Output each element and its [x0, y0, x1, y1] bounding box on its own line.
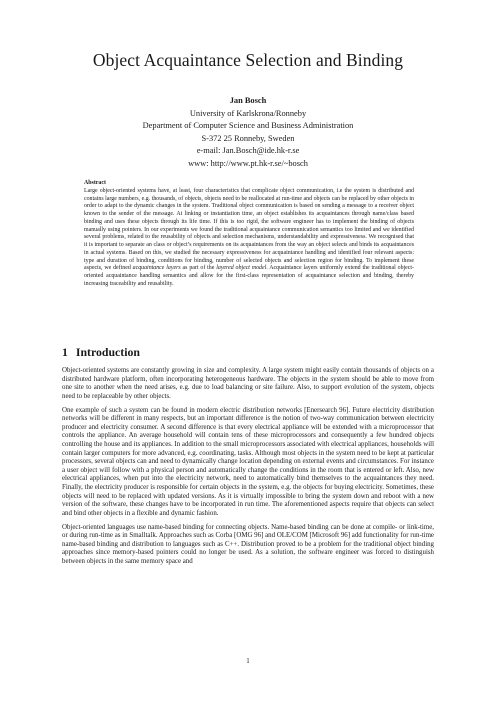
body-paragraph: One example of such a system can be found in modern electric distribution networks [Enersearch 96]. Future electricity distribution networks will be different in many respects, but an important difference is the notion of two-way communication between electricity producer and electricity consumer. A second difference is that every electrical appliance will be extended with a microprocessor that controls the appliance. An average household will contain tens of these microprocessors and consequently a few hundred objects controlling the house and its appliances. In addition to the small microprocessors associated with electrical appliances, households will contain larger computers for more advanced, e.g. coordinating, tasks. Although most objects in the system need to be kept at particular processors, several objects can and need to dynamically change location depending on external events and circumstances. For instance a user object will follow with a physical person and automatically change the conditions in the room that is entered or left. Also, new electrical appliances, when put into the electricity network, need to automatically bind themselves to the acquaintances they need. Finally, the electricity producer is responsible for certain objects in the system, e.g. the objects for buying electricity. Sometimes, these objects will need to be replaced with updated versions. As it is virtually impossible to bring the system down and reboot with a new version of the software, these changes have to be incorporated in run time. The aforementioned aspects require that objects can select and bind other objects in a flexible and dynamic fashion.	[62, 406, 434, 517]
abstract-term-acquaintance-layers: acquaintance layers	[132, 265, 181, 272]
abstract-text	[84, 188, 414, 289]
abstract-heading: Abstract	[84, 180, 106, 186]
page-number: 1	[246, 658, 250, 665]
body-paragraph: Object-oriented languages use name-based binding for connecting objects. Name-based binding can be done at compile- or link-time, or during run-time as in Smalltalk. Approaches such as Corba [OMG 96] and OLE/COM [Microsoft 96] add functionality for run-time name-based binding and distribution to languages such as C++. Distribution proved to be a problem for the traditional object binding approaches since memory-based pointers could no longer be used. As a solution, the software engineer was forced to distinguish between objects in the same memory space and	[62, 523, 434, 566]
section-number: 1	[62, 345, 68, 359]
section-title: Introduction	[75, 345, 140, 359]
body-paragraph: Object-oriented systems are constantly growing in size and complexity. A large system might easily contain thousands of objects on a distributed hardware platform, often incorporating heterogeneous hardware. The objects in the system should be able to move from one site to another when the need arises, e.g. due to load balancing or site failure. Also, to support evolution of the system, objects need to be replaceable by other objects.	[62, 367, 434, 400]
abstract-term-layered-object-model: layered object model	[216, 265, 267, 272]
section-heading-introduction	[62, 345, 140, 360]
abstract	[84, 180, 414, 289]
abstract-text-part: Large object-oriented systems have, at least, four characteristics that complicate object communication, i.e the system is distributed and contains large numbers, e.g. thousands, of objects, objects need to be reallocated at run-time and objects can be replaced by other objects in order to adapt to the dynamic changes in the system. Traditional object communication is based on sending a message to a receiver object known to the sender of the message. At linking or instantiation time, an object establishes its acquaintances through name/class based binding and uses these objects through its life time. If this is too rigid, the software engineer has to implement the binding of objects manually using pointers. In our experiments we found the traditional acquaintance communication semantics too limited and we identified several problems, related to the reusability of objects and selection mechanisms, understandability and expressiveness. We recognised that it is important to separate an class or object’s requirements on its acquaintances from the way an object selects and binds its acquaintances in actual systems. Based on this, we studied the necessary expressiveness for acquaintance handling and identified four relevant aspects: type and duration of binding, conditions for binding, number of selected objects and selection region for binding. To implement these aspects, we defined	[84, 187, 414, 272]
author-block	[0, 95, 496, 171]
paper-title: Object Acquaintance Selection and Binding	[92, 50, 404, 70]
author-affiliation-university: University of Karlskrona/Ronneby	[189, 108, 307, 118]
abstract-text-part: as part of the	[180, 265, 217, 272]
author-affiliation-department: Department of Computer Science and Business Administration	[142, 121, 354, 131]
author-name: Jan Bosch	[229, 96, 267, 105]
author-email: e-mail: Jan.Bosch@ide.hk-r.se	[196, 146, 300, 156]
author-www: www: http://www.pt.hk-r.se/~bosch	[188, 158, 308, 168]
section-body	[62, 367, 434, 572]
abstract-text-part: . Acquaintance layers uniformly extend the traditional object-oriented acquaintance handling semantics and allow for the first-class representation of acquaintance selection and binding, thereby increasing traceability and reusability.	[84, 265, 414, 287]
author-address: S-372 25 Ronneby, Sweden	[201, 133, 295, 143]
